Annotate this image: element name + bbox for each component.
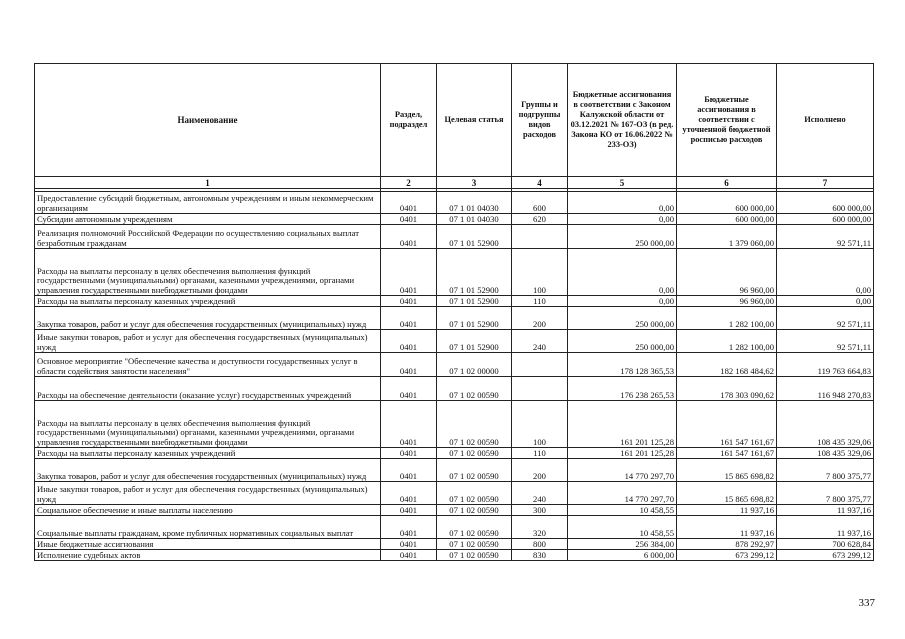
row-section: 0401 <box>381 505 437 516</box>
table-row <box>35 448 874 459</box>
column-number: 3 <box>437 177 512 189</box>
row-expense-group <box>512 225 568 249</box>
row-section: 0401 <box>381 353 437 377</box>
table-row <box>35 307 874 330</box>
table-row <box>35 225 874 249</box>
row-target-article: 07 1 01 52900 <box>437 225 512 249</box>
page-number: 337 <box>858 597 875 609</box>
row-roster-amount: 1 379 060,00 <box>677 225 777 249</box>
row-expense-group: 100 <box>512 401 568 448</box>
row-target-article: 07 1 01 52900 <box>437 296 512 307</box>
row-law-amount: 256 384,00 <box>568 539 677 550</box>
table-row <box>35 214 874 225</box>
header-expense-group: Группы и подгруппы видов расходов <box>512 64 568 177</box>
column-number: 2 <box>381 177 437 189</box>
row-expense-group: 320 <box>512 516 568 539</box>
row-executed-amount: 116 948 270,83 <box>777 377 874 401</box>
row-section: 0401 <box>381 448 437 459</box>
row-law-amount: 250 000,00 <box>568 330 677 353</box>
row-section: 0401 <box>381 225 437 249</box>
row-name: Расходы на выплаты персоналу казенных учреждений <box>35 296 381 307</box>
row-roster-amount: 673 299,12 <box>677 550 777 561</box>
row-law-amount: 10 458,55 <box>568 505 677 516</box>
table-row <box>35 459 874 482</box>
row-section: 0401 <box>381 459 437 482</box>
row-law-amount: 0,00 <box>568 296 677 307</box>
row-target-article: 07 1 01 04030 <box>437 214 512 225</box>
row-law-amount: 178 128 365,53 <box>568 353 677 377</box>
row-name: Реализация полномочий Российской Федерации по осуществлению социальных выплат безработным гражданам <box>35 225 381 249</box>
row-name: Расходы на выплаты персоналу казенных учреждений <box>35 448 381 459</box>
row-executed-amount: 108 435 329,06 <box>777 401 874 448</box>
row-law-amount: 14 770 297,70 <box>568 482 677 505</box>
row-expense-group: 800 <box>512 539 568 550</box>
row-roster-amount: 1 282 100,00 <box>677 330 777 353</box>
row-expense-group <box>512 377 568 401</box>
row-expense-group: 830 <box>512 550 568 561</box>
row-section: 0401 <box>381 192 437 214</box>
row-expense-group: 240 <box>512 330 568 353</box>
row-target-article: 07 1 01 52900 <box>437 307 512 330</box>
row-roster-amount: 15 865 698,82 <box>677 482 777 505</box>
row-section: 0401 <box>381 516 437 539</box>
row-executed-amount: 92 571,11 <box>777 307 874 330</box>
row-target-article: 07 1 01 04030 <box>437 192 512 214</box>
table-row <box>35 353 874 377</box>
row-target-article: 07 1 02 00590 <box>437 482 512 505</box>
row-executed-amount: 7 800 375,77 <box>777 459 874 482</box>
column-number: 7 <box>777 177 874 189</box>
row-roster-amount: 161 547 161,67 <box>677 401 777 448</box>
row-name: Закупка товаров, работ и услуг для обеспечения государственных (муниципальных) нужд <box>35 307 381 330</box>
row-section: 0401 <box>381 214 437 225</box>
row-law-amount: 250 000,00 <box>568 307 677 330</box>
row-section: 0401 <box>381 377 437 401</box>
column-number: 6 <box>677 177 777 189</box>
row-name: Исполнение судебных актов <box>35 550 381 561</box>
row-roster-amount: 11 937,16 <box>677 516 777 539</box>
row-law-amount: 6 000,00 <box>568 550 677 561</box>
row-executed-amount: 0,00 <box>777 296 874 307</box>
row-expense-group: 600 <box>512 192 568 214</box>
row-executed-amount: 0,00 <box>777 249 874 296</box>
row-roster-amount: 178 303 090,62 <box>677 377 777 401</box>
row-executed-amount: 700 628,84 <box>777 539 874 550</box>
row-expense-group: 200 <box>512 459 568 482</box>
row-section: 0401 <box>381 539 437 550</box>
row-section: 0401 <box>381 330 437 353</box>
table-row <box>35 482 874 505</box>
row-name: Социальное обеспечение и иные выплаты населению <box>35 505 381 516</box>
table-row <box>35 330 874 353</box>
row-target-article: 07 1 02 00590 <box>437 505 512 516</box>
row-law-amount: 14 770 297,70 <box>568 459 677 482</box>
row-roster-amount: 161 547 161,67 <box>677 448 777 459</box>
row-executed-amount: 108 435 329,06 <box>777 448 874 459</box>
row-roster-amount: 96 960,00 <box>677 296 777 307</box>
table-row <box>35 249 874 296</box>
row-name: Иные закупки товаров, работ и услуг для обеспечения государственных (муниципальных) нужд <box>35 330 381 353</box>
column-number: 1 <box>35 177 381 189</box>
row-executed-amount: 11 937,16 <box>777 516 874 539</box>
row-expense-group: 100 <box>512 249 568 296</box>
row-law-amount: 0,00 <box>568 249 677 296</box>
row-name: Социальные выплаты гражданам, кроме публичных нормативных социальных выплат <box>35 516 381 539</box>
row-law-amount: 176 238 265,53 <box>568 377 677 401</box>
row-roster-amount: 15 865 698,82 <box>677 459 777 482</box>
row-target-article: 07 1 02 00590 <box>437 377 512 401</box>
table-row <box>35 505 874 516</box>
row-section: 0401 <box>381 307 437 330</box>
table-row <box>35 516 874 539</box>
row-target-article: 07 1 02 00590 <box>437 401 512 448</box>
row-law-amount: 161 201 125,28 <box>568 401 677 448</box>
row-executed-amount: 600 000,00 <box>777 214 874 225</box>
row-expense-group: 110 <box>512 296 568 307</box>
row-name: Расходы на выплаты персоналу в целях обеспечения выполнения функций государственными (муниципальными) органами, казенными учреждениями, органами управления государственными внебюджетными фондами <box>35 401 381 448</box>
row-target-article: 07 1 02 00590 <box>437 448 512 459</box>
row-section: 0401 <box>381 296 437 307</box>
row-roster-amount: 11 937,16 <box>677 505 777 516</box>
table-header-row <box>35 64 874 177</box>
row-section: 0401 <box>381 249 437 296</box>
row-executed-amount: 92 571,11 <box>777 330 874 353</box>
row-name: Субсидии автономным учреждениям <box>35 214 381 225</box>
row-expense-group: 200 <box>512 307 568 330</box>
row-executed-amount: 673 299,12 <box>777 550 874 561</box>
budget-execution-table <box>34 63 874 561</box>
row-roster-amount: 1 282 100,00 <box>677 307 777 330</box>
row-expense-group: 240 <box>512 482 568 505</box>
row-executed-amount: 7 800 375,77 <box>777 482 874 505</box>
row-name: Иные закупки товаров, работ и услуг для обеспечения государственных (муниципальных) нужд <box>35 482 381 505</box>
row-expense-group: 300 <box>512 505 568 516</box>
row-executed-amount: 600 000,00 <box>777 192 874 214</box>
row-name: Предоставление субсидий бюджетным, автономным учреждениям и иным некоммерческим организациям <box>35 192 381 214</box>
row-name: Основное мероприятие "Обеспечение качества и доступности государственных услуг в области содействия занятости населения" <box>35 353 381 377</box>
row-target-article: 07 1 02 00590 <box>437 550 512 561</box>
table-row <box>35 296 874 307</box>
row-law-amount: 250 000,00 <box>568 225 677 249</box>
row-executed-amount: 11 937,16 <box>777 505 874 516</box>
row-section: 0401 <box>381 401 437 448</box>
row-name: Закупка товаров, работ и услуг для обеспечения государственных (муниципальных) нужд <box>35 459 381 482</box>
row-roster-amount: 96 960,00 <box>677 249 777 296</box>
row-target-article: 07 1 02 00590 <box>437 539 512 550</box>
header-executed: Исполнено <box>777 64 874 177</box>
row-target-article: 07 1 01 52900 <box>437 330 512 353</box>
row-target-article: 07 1 01 52900 <box>437 249 512 296</box>
header-law-allocations: Бюджетные ассигнования в соответствии с Законом Калужской области от 03.12.2021 № 167-ОЗ (в ред. Закона КО от 16.06.2022 № 233-ОЗ) <box>568 64 677 177</box>
row-target-article: 07 1 02 00590 <box>437 516 512 539</box>
table-row <box>35 192 874 214</box>
column-number: 5 <box>568 177 677 189</box>
row-name: Расходы на выплаты персоналу в целях обеспечения выполнения функций государственными (муниципальными) органами, казенными учреждениями, органами управления государственными внебюджетными фондами <box>35 249 381 296</box>
row-name: Расходы на обеспечение деятельности (оказание услуг) государственных учреждений <box>35 377 381 401</box>
header-name: Наименование <box>35 64 381 177</box>
row-expense-group: 620 <box>512 214 568 225</box>
column-number: 4 <box>512 177 568 189</box>
row-executed-amount: 92 571,11 <box>777 225 874 249</box>
table-row <box>35 539 874 550</box>
column-number-row <box>35 177 874 189</box>
row-roster-amount: 182 168 484,62 <box>677 353 777 377</box>
row-law-amount: 0,00 <box>568 214 677 225</box>
row-target-article: 07 1 02 00000 <box>437 353 512 377</box>
table-row <box>35 377 874 401</box>
row-name: Иные бюджетные ассигнования <box>35 539 381 550</box>
table-row <box>35 550 874 561</box>
row-section: 0401 <box>381 482 437 505</box>
table-body <box>35 192 874 561</box>
row-expense-group <box>512 353 568 377</box>
row-target-article: 07 1 02 00590 <box>437 459 512 482</box>
row-roster-amount: 878 292,97 <box>677 539 777 550</box>
row-executed-amount: 119 763 664,83 <box>777 353 874 377</box>
header-section: Раздел, подраздел <box>381 64 437 177</box>
header-roster-allocations: Бюджетные ассигнования в соответствии с уточненной бюджетной росписью расходов <box>677 64 777 177</box>
row-roster-amount: 600 000,00 <box>677 192 777 214</box>
row-law-amount: 10 458,55 <box>568 516 677 539</box>
row-expense-group: 110 <box>512 448 568 459</box>
row-law-amount: 161 201 125,28 <box>568 448 677 459</box>
row-law-amount: 0,00 <box>568 192 677 214</box>
row-roster-amount: 600 000,00 <box>677 214 777 225</box>
table-row <box>35 401 874 448</box>
header-target-article: Целевая статья <box>437 64 512 177</box>
row-section: 0401 <box>381 550 437 561</box>
